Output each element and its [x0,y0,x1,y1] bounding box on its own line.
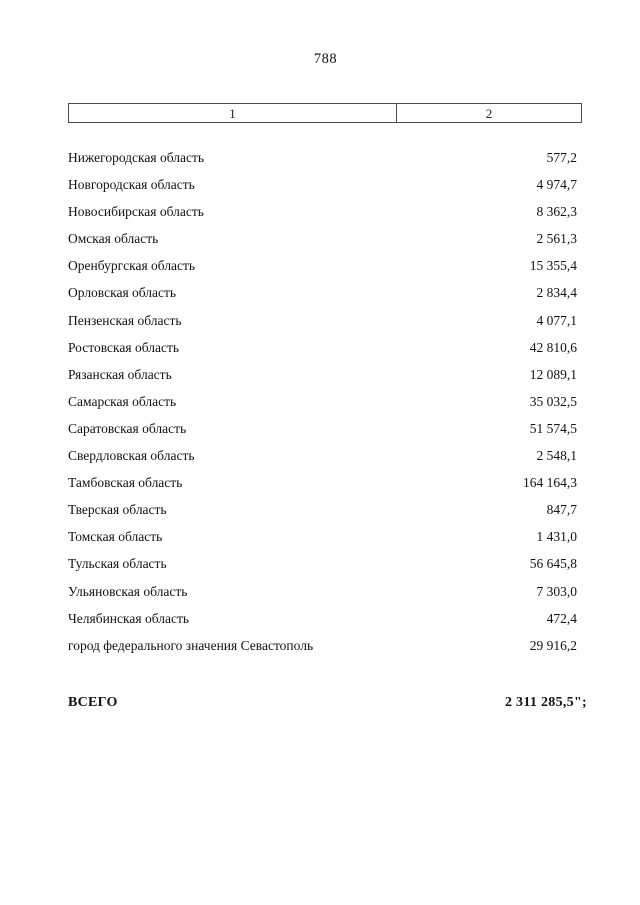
region-value: 1 431,0 [536,529,577,545]
table-row [68,144,577,171]
region-name: Нижегородская область [68,150,205,165]
region-name: город федерального значения Севастополь [68,637,314,653]
region-name: Орловская область [68,285,177,301]
region-name: Пензенская область [68,312,182,328]
region-value: 847,7 [546,502,577,518]
region-name: Тамбовская область [68,475,183,491]
region-value: 56 645,8 [529,556,577,572]
total-row [68,689,587,716]
region-value: 42 810,6 [529,339,577,355]
region-value: 15 355,4 [529,258,577,274]
table-row [68,578,577,605]
region-value: 2 548,1 [536,448,577,464]
region-name: Рязанская область [68,366,172,382]
table-row [68,415,577,442]
region-value: 29 916,2 [529,637,577,653]
table-row [68,279,577,306]
table-column-header [68,103,582,123]
region-value: 4 974,7 [536,177,577,193]
region-name: Тверская область [68,502,167,518]
table-row [68,171,577,198]
region-value: 164 164,3 [523,475,577,491]
region-name: Свердловская область [68,448,195,464]
table-row [68,361,577,388]
table-row [68,198,577,225]
table-row [68,252,577,279]
region-name: Ростовская область [68,339,179,355]
table-row [68,334,577,361]
region-name: Саратовская область [68,420,187,436]
table-row [68,469,577,496]
region-value: 8 362,3 [536,204,577,220]
table-row [68,307,577,334]
region-name: Новгородская область [68,177,195,193]
region-name: Новосибирская область [68,204,204,220]
region-name: Томская область [68,529,163,545]
total-label: ВСЕГО [68,695,118,710]
region-name: Омская область [68,231,159,247]
region-name: Тульская область [68,556,167,572]
table-row [68,632,577,659]
table-row [68,496,577,523]
region-value: 7 303,0 [536,583,577,599]
region-value: 4 077,1 [536,312,577,328]
region-name: Оренбургская область [68,258,196,274]
region-value: 35 032,5 [529,393,577,409]
table-row [68,523,577,550]
region-name: Челябинская область [68,610,190,626]
region-value: 2 834,4 [536,285,577,301]
table-rows [68,144,577,659]
region-value: 577,2 [546,150,577,165]
table-header-col-2: 2 [485,105,493,121]
total-value: 2 311 285,5"; [504,695,587,710]
table-row [68,442,577,469]
table-row [68,550,577,577]
region-value: 2 561,3 [536,231,577,247]
table-row [68,225,577,252]
region-name: Самарская область [68,393,177,409]
table-header-col-1: 1 [69,104,397,122]
region-name: Ульяновская область [68,583,188,599]
page-number: 788 [313,51,338,67]
region-value: 51 574,5 [529,420,577,436]
region-value: 472,4 [546,610,577,626]
region-value: 12 089,1 [529,366,577,382]
table-row [68,388,577,415]
table-row [68,605,577,632]
